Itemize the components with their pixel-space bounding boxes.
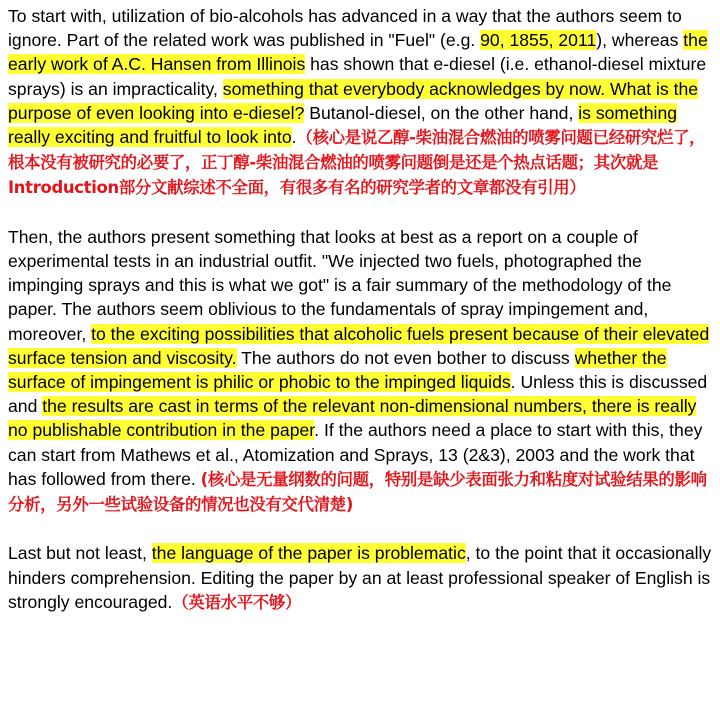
highlighted-text: 90, 1855, 2011 — [480, 30, 597, 51]
highlighted-text: to the exciting possibilities that alcoholic fuels present because of their elevated surface tension and viscosity. — [8, 323, 710, 368]
text-run: , to the point that it occasionally hinders comprehension. Editing the paper by an at least professional speaker of English is strongly encouraged. — [8, 543, 712, 612]
chinese-annotation: （核心是说乙醇-柴油混合燃油的喷雾问题已经研究烂了，根本没有被研究的必要了，正丁醇-柴油混合燃油的喷雾问题倒是还是个热点话题；其次就是Introduction部分文献综述不全面，有很多有名的研究学者的文章都没有引用） — [8, 128, 706, 198]
text-run: To start with, utilization of bio-alcohols has advanced in a way that the authors seem to ignore. Part of the related work was published in "Fuel" (e.g. — [8, 6, 682, 51]
highlighted-text: whether the surface of impingement is philic or phobic to the impinged liquids — [8, 347, 667, 393]
text-run: . — [291, 127, 297, 148]
highlighted-text: is something really exciting and fruitful to look into — [8, 102, 678, 148]
text-run: Then, the authors present something that looks at best as a report on a couple of experimental tests in an industrial outfit. "We injected two fuels, photographed the impinging sprays and this is what we got" is a fair summary of the methodology of the paper. The authors seem oblivious to the fundamentals of spray impingement and, moreover, — [8, 226, 672, 344]
highlighted-text: the results are cast in terms of the relevant non-dimensional numbers, there is really no publishable contribution in the paper — [8, 396, 697, 441]
text-run: ), whereas — [596, 30, 684, 51]
text-run: Last but not least, — [8, 543, 152, 564]
highlighted-text: the early work of A.C. Hansen from Illinois — [8, 30, 708, 75]
highlighted-text: the language of the paper is problematic — [151, 543, 466, 564]
paragraph-language — [8, 541, 712, 615]
text-run: . Unless this is discussed and — [8, 372, 708, 417]
text-run: The authors do not even bother to discuss — [236, 347, 575, 368]
chinese-annotation: (核心是无量纲数的问题，特别是缺少表面张力和粘度对试验结果的影响分析，另外一些试验设备的情况也没有交代清楚) — [8, 469, 707, 515]
text-run: has shown that e-diesel (i.e. ethanol-diesel mixture sprays) is an impracticality, — [8, 54, 707, 99]
text-run: . If the authors need a place to start with this, they can start from Mathews et al., Atomization and Sprays, 13 (2&3), 2003 and the work that has followed from there. — [8, 420, 703, 489]
chinese-annotation: （英语水平不够） — [172, 592, 302, 612]
paragraph-bio-alcohols — [8, 4, 712, 201]
highlighted-text: something that everybody acknowledges by now. What is the purpose of even looking into e-diesel? — [8, 78, 699, 123]
text-run: Butanol-diesel, on the other hand, — [304, 102, 579, 123]
paragraph-methodology — [8, 225, 712, 517]
